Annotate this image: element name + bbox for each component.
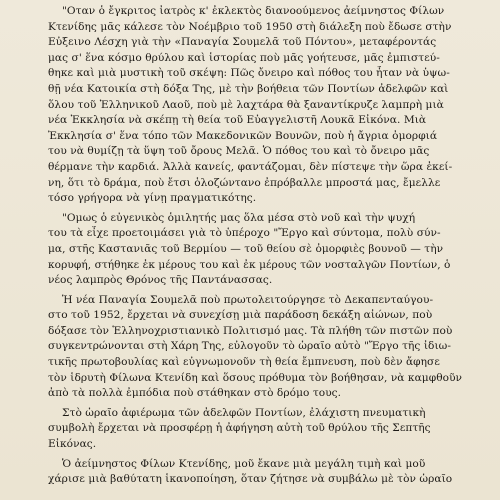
text-line: θηκε καὶ μιὰ μυστικὴ τοῦ σκέψη: Πῶς ὄνειρο καὶ πόθος του ἦταν νὰ ὑψω- [48,67,450,80]
paragraph-4 [48,406,468,453]
text-line: μα, στῆς Καστανιᾶς τοῦ Βερμίου — τοῦ θείου σὲ ὀμορφιὲς βουνοῦ — τὴν [48,242,444,255]
text-line: συμβολὴ ἔρχεται νὰ προσφέρῃ ἡ ἀφήγηση αὐτὴ τοῦ θρύλου τῆς Σεπτῆς [48,422,431,435]
text-line: δόξασε τὸν Ἑλληνοχριστιανικὸ Πολιτισμό μας. Τὰ πλήθη τῶν πιστῶν ποὺ [48,324,453,337]
text-line: του τὰ εἶχε προετοιμάσει γιὰ τὸ ὑπέροχο "Ἔργο καὶ σύντομα, πολὺ σύν- [48,227,441,240]
text-line: Εἰκόνας. [48,438,97,451]
text-line: τικῆς πρωτοβουλίας καὶ εὐγνωμονοῦν τὴ θεία ἔμπνευση, ποὺ δὲν ἄφησε [48,356,440,369]
text-line: θέρμανε τὴν καρδιά. Ἀλλὰ κανείς, φαντάζομαι, δὲν πίστεψε τὴν ὥρα ἐκεί- [48,160,453,173]
text-line: νέος λαμπρὸς Θρόνος τῆς Παντάνασσας. [48,274,273,287]
text-line: κορυφή, στήθηκε ἐκ μέρους του καὶ ἐκ μέρους τῶν νοσταλγῶν Ποντίων, ὁ [48,258,451,271]
text-line: Στὸ ὡραῖο ἀφιέρωμα τῶν ἀδελφῶν Ποντίων, ἐλάχιστη πνευματικὴ [62,406,426,419]
text-line: συγκεντρώνονται στὴ Χάρη Της, εὐλογοῦν τὸ ὡραῖο αὐτὸ "Ἔργο τῆς ἰδιω- [48,340,451,353]
text-line: χάρισε μιὰ βαθύτατη ἱκανοποίηση, ὅταν ζήτησε νὰ συμβάλω μὲ τὸν ὡραῖο [48,473,453,486]
text-line: Εὐξεινο Λέσχη γιὰ τὴν «Παναγία Σουμελᾶ τοῦ Πόντου», μεταφέροντάς [48,36,437,49]
paragraph-1 [48,4,468,207]
text-line: ἀπὸ τὰ πολλὰ ἐμπόδια ποὺ στάθηκαν στὸ δρόμο τους. [48,387,342,400]
paragraph-2 [48,211,468,289]
text-line: Κτενίδης μᾶς κάλεσε τὸν Νοέμβριο τοῦ 1950 στὴ διάλεξη ποὺ ἔδωσε στὴν [48,20,452,33]
text-line: τὸν ἱδρυτὴ Φίλωνα Κτενίδη καὶ ὅσους πρόθυμα τὸν βοήθησαν, νὰ καμφθοῦν [48,371,463,384]
text-line: Ἐκκλησία σ' ἕνα τόπο τῶν Μακεδονικῶν Βουνῶν, ποὺ ἡ ἄγρια ὀμορφιά [48,129,438,142]
text-line: Ὁ ἀείμνηστος Φίλων Κτενίδης, μοῦ ἔκανε μιὰ μεγάλη τιμὴ καὶ μοῦ [62,457,426,470]
text-line: Ἡ νέα Παναγία Σουμελᾶ ποὺ πρωτολειτούργησε τὸ Δεκαπενταύγου- [62,293,434,306]
text-line: του νὰ θυμίζῃ τὰ ὕψη τοῦ ὄρους Μελᾶ. Ὁ πόθος του καὶ τὸ ὄνειρο μᾶς [48,145,430,158]
text-line: νη, ὅτι τὸ δράμα, ποὺ ἔτσι ὁλοζώντανο ἐπρόβαλλε μπροστά μας, ἔμελλε [48,176,441,189]
text-line: "Οταν ὁ ἔγκριτος ἰατρὸς κ' ἐκλεκτὸς διανοούμενος ἀείμνηστος Φίλων [62,5,445,17]
text-line: τόσο γρήγορα νὰ γίνῃ πραγματικότης. [48,192,257,205]
text-line: ὅλου τοῦ Ἑλληνικοῦ Λαοῦ, ποὺ μὲ λαχτάρα θὰ ξαναντίκρυζε λαμπρὴ μιὰ [48,98,444,111]
text-line: θῇ νέα Κατοικία στὴ δόξα Της, μὲ τὴν βοήθεια τῶν Ποντίων ἀδελφῶν καὶ [48,82,449,95]
text-line: νέα Ἐκκλησία νὰ σκέπῃ τὴ θεία τοῦ Εὐαγγελιστῆ Λουκᾶ Εἰκόνα. Μιὰ [48,114,427,127]
text-line: "Ομως ὁ εὐγενικὸς ὁμιλητής μας ὅλα μέσα στὸ νοῦ καὶ τὴν ψυχή [62,211,416,224]
text-line: στο τοῦ 1952, ἔρχεται νὰ συνεχίσῃ μιὰ παράδοση δεκάξη αἰώνων, ποὺ [48,309,433,322]
text-line: μας σ' ἕνα κόσμο θρύλου καὶ ἱστορίας ποὺ μᾶς γοήτευσε, μᾶς ἐμπιστεύ- [48,51,440,64]
paragraph-3 [48,293,468,402]
paragraph-5 [48,457,468,488]
body-text [48,4,468,492]
